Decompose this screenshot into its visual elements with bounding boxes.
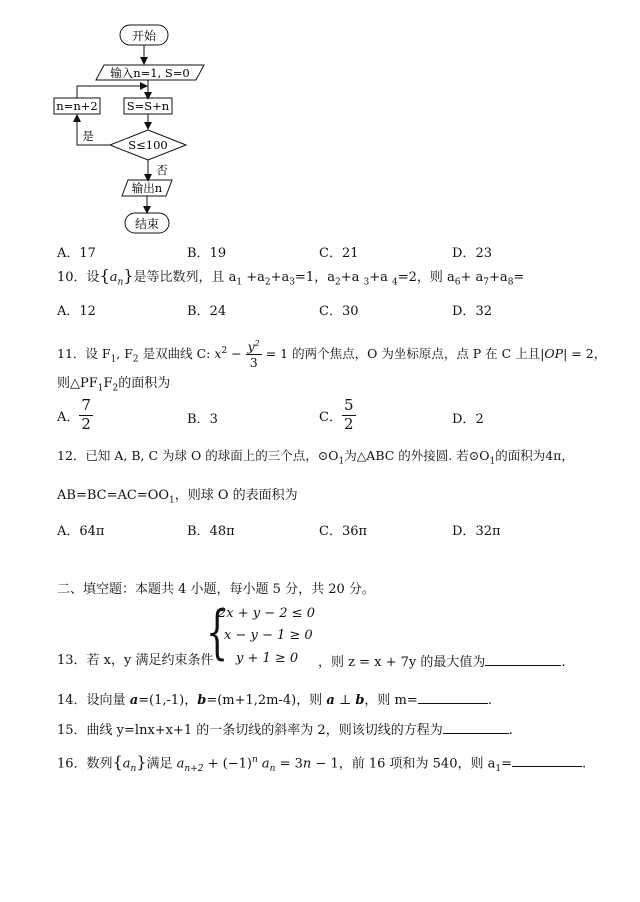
q16-answer-blank[interactable] (512, 752, 582, 767)
q13-answer-blank[interactable] (485, 651, 561, 666)
flow-output-label: 输出n (131, 181, 163, 195)
q13-stem: 13．若 x，y 满足约束条件 (57, 653, 214, 668)
q12-option-d[interactable]: D．32π (452, 524, 501, 539)
q10-option-d[interactable]: D．32 (452, 304, 492, 319)
q12-line2: $AB=BC=AC=OO_1$，则球 O 的表面积为 (57, 488, 298, 506)
q11-stem: 11．设 $F_1$, $F_2$ 是双曲线 C: $x^2$ − $\frac{y^2}{3}$ = 1 的两个焦点，O 为坐标原点，点 P 在 C 上且|OP| = 2， (57, 339, 607, 371)
q13-brace: { (206, 598, 229, 666)
flow-process-s-label: S=S+n (126, 99, 170, 113)
flowchart (40, 18, 230, 238)
q13-constraint-3: y + 1 ≥ 0 (236, 651, 299, 666)
q12-stem: 12．已知 A, B, C 为球 O 的球面上的三个点，$⊙O_1$为△ABC 的外接圆. 若$⊙O_1$的面积为4π， (57, 448, 574, 467)
q12-option-a[interactable]: A．64π (57, 524, 105, 539)
q9-option-b[interactable]: B．19 (187, 246, 227, 261)
flow-no-label: 否 (156, 163, 168, 177)
q16-stem: 16．数列$\{a_n\}$满足 $a_{n+2} + (-1)^n$ $a_n = 3n - 1$，前 16 项和为 540，则 $a_1=$ . (57, 752, 587, 774)
flow-input-label: 输入n=1, S=0 (110, 66, 190, 80)
q11-option-a[interactable]: A． $\frac{7}{2}$ (57, 396, 91, 433)
flow-process-n-label: n=n+2 (56, 99, 98, 113)
flow-yes-label: 是 (82, 129, 94, 143)
q12-option-c[interactable]: C．36π (319, 524, 368, 539)
q13-tail: ，则 z = x + 7y 的最大值为 . (318, 651, 566, 673)
q13-constraint-1: 2x + y − 2 ≤ 0 (218, 606, 315, 621)
q9-option-a[interactable]: A．17 (57, 246, 96, 261)
q13-constraint-2: x − y − 1 ≥ 0 (224, 628, 313, 643)
q15-stem: 15．曲线 y=lnx+x+1 的一条切线的斜率为 2，则该切线的方程为 . (57, 719, 513, 741)
q11-option-d[interactable]: D．2 (452, 412, 484, 427)
q10-option-b[interactable]: B．24 (187, 304, 227, 319)
q11-option-b[interactable]: B．3 (187, 412, 218, 427)
q10-stem: 10．设$\{a_n\}$是等比数列，且 $a_1 +a_2+a_3=1$，$a_2+a$ $_3$+a $_4$=2，则 $a_6+ a_7+a_8=$ (57, 266, 525, 288)
flow-start-label: 开始 (131, 29, 157, 43)
q13-constraint-system (206, 598, 316, 670)
q10-option-c[interactable]: C．30 (319, 304, 359, 319)
section-2-title: 二、填空题：本题共 4 小题，每小题 5 分，共 20 分。 (57, 582, 375, 597)
q11-option-c[interactable]: C． $\frac{5}{2}$ (319, 396, 354, 433)
q9-option-d[interactable]: D．23 (452, 246, 492, 261)
flow-end-label: 结束 (134, 217, 160, 231)
q15-answer-blank[interactable] (443, 719, 509, 734)
q12-option-b[interactable]: B．48π (187, 524, 235, 539)
q14-answer-blank[interactable] (418, 689, 488, 704)
q11-line2: 则$\triangle PF_1F_2$的面积为 (57, 376, 171, 394)
flow-decision-label: S≤100 (128, 138, 168, 152)
q14-stem: 14．设向量 a=(1,-1)，b=(m+1,2m-4)，则 a ⊥ b，则 m= . (57, 689, 492, 711)
q10-option-a[interactable]: A．12 (57, 304, 96, 319)
q9-option-c[interactable]: C．21 (319, 246, 359, 261)
